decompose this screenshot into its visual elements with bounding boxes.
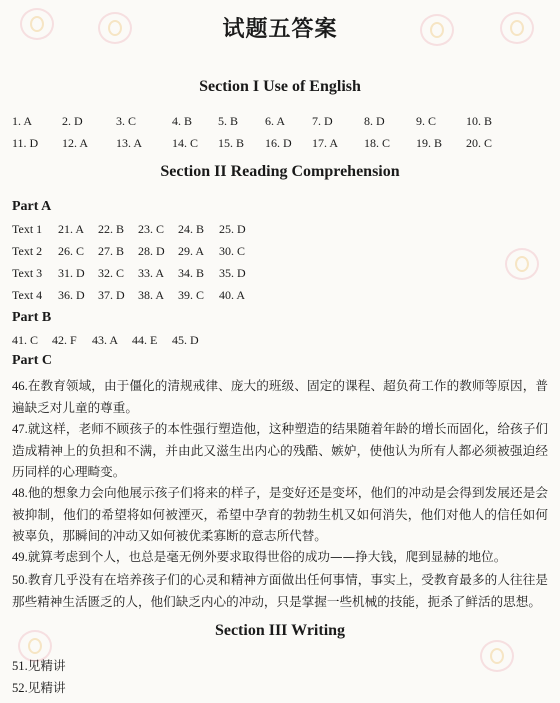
answer-item: 11. D <box>12 136 39 150</box>
answer-item: 15. B <box>218 136 245 150</box>
answer-item: 36. D <box>58 288 85 302</box>
part-b-heading: Part B <box>12 310 52 325</box>
text-label: Text 1 <box>12 222 43 236</box>
answer-item: 44. E <box>132 333 158 347</box>
answer-item: 20. C <box>466 136 493 150</box>
watermark-logo-icon <box>505 248 539 280</box>
item-number: 51. <box>12 659 28 673</box>
answer-item: 25. D <box>219 222 246 236</box>
answer-item: 26. C <box>58 244 85 258</box>
answer-item: 5. B <box>218 114 239 128</box>
answer-item: 9. C <box>416 114 437 128</box>
section-heading-reading: Section II Reading Comprehension <box>160 163 400 180</box>
section-heading-use-of-english: Section I Use of English <box>199 78 361 95</box>
answer-item: 40. A <box>219 288 246 302</box>
answer-item: 2. D <box>62 114 83 128</box>
translation-text: 在教育领域，由于僵化的清规戒律、庞大的班级、固定的课程、超负荷工作的教师等原因，普遍缺乏对儿童的尊重。 <box>12 378 548 415</box>
answer-item: 39. C <box>178 288 205 302</box>
item-number: 47. <box>12 422 28 436</box>
answer-item: 45. D <box>172 333 199 347</box>
answer-item: 18. C <box>364 136 391 150</box>
answer-item: 37. D <box>98 288 125 302</box>
answer-item: 31. D <box>58 266 85 280</box>
answer-item: 41. C <box>12 333 39 347</box>
answer-item: 24. B <box>178 222 205 236</box>
answer-item: 22. B <box>98 222 125 236</box>
text-label: Text 4 <box>12 288 43 302</box>
translation-text: 教育几乎没有在培养孩子们的心灵和精神方面做出任何事情，事实上，受教育最多的人往往是那些精神生活匮乏的人，他们缺乏内心的冲动，只是掌握一些机械的技能，扼杀了鲜活的思想。 <box>12 572 548 609</box>
answer-item: 7. D <box>312 114 333 128</box>
answer-item: 35. D <box>219 266 246 280</box>
writing-answer <box>12 655 548 677</box>
answer-item: 19. B <box>416 136 443 150</box>
writing-text: 见精讲 <box>27 680 66 695</box>
translation-answer <box>12 546 548 568</box>
answer-item: 42. F <box>52 333 77 347</box>
item-number: 50. <box>12 573 28 587</box>
answer-item: 34. B <box>178 266 205 280</box>
part-a-heading: Part A <box>12 199 52 214</box>
answer-item: 4. B <box>172 114 193 128</box>
answer-item: 1. A <box>12 114 33 128</box>
translation-answer <box>12 375 548 418</box>
answer-item: 43. A <box>92 333 119 347</box>
answer-item: 10. B <box>466 114 493 128</box>
answer-item: 32. C <box>98 266 125 280</box>
answer-item: 23. C <box>138 222 165 236</box>
translation-text: 他的想象力会向他展示孩子们将来的样子，是变好还是变坏，他们的冲动是会得到发展还是会被抑制，他们的希望将如何被湮灭，希望中孕育的勃勃生机又如何消失，他们对他人的信任如何被辜负，那瞬间的冲动又如何被优柔寡断的意志所代替。 <box>12 485 548 543</box>
answer-item: 12. A <box>62 136 89 150</box>
answer-item: 33. A <box>138 266 165 280</box>
translation-text: 就算考虑到个人，也总是毫无例外要求取得世俗的成功——挣大钱，爬到显赫的地位。 <box>27 549 507 564</box>
translation-text: 就这样，老师不顾孩子的本性强行塑造他，这种塑造的结果随着年龄的增长而固化，给孩子们造成精神上的负担和不满，并由此又滋生出内心的残酷、嫉妒，使他认为所有人都必须被强迫经历同样的心理畸变。 <box>12 421 548 479</box>
text-label: Text 3 <box>12 266 43 280</box>
answer-item: 14. C <box>172 136 199 150</box>
answer-item: 8. D <box>364 114 385 128</box>
answer-item: 16. D <box>265 136 292 150</box>
answer-item: 6. A <box>265 114 286 128</box>
writing-text: 见精讲 <box>27 658 66 673</box>
answer-item: 28. D <box>138 244 165 258</box>
part-c-heading: Part C <box>12 353 53 368</box>
answer-item: 38. A <box>138 288 165 302</box>
answer-item: 27. B <box>98 244 125 258</box>
answer-item: 21. A <box>58 222 85 236</box>
writing-answer <box>12 677 548 699</box>
translation-answer <box>12 482 548 546</box>
page-title: 试题五答案 <box>222 16 338 42</box>
item-number: 48. <box>12 486 28 500</box>
answer-item: 17. A <box>312 136 339 150</box>
text-label: Text 2 <box>12 244 43 258</box>
answer-item: 29. A <box>178 244 205 258</box>
translation-answer <box>12 569 548 612</box>
section-heading-writing: Section III Writing <box>214 622 346 639</box>
answer-item: 13. A <box>116 136 143 150</box>
answer-item: 3. C <box>116 114 137 128</box>
translation-answer <box>12 418 548 482</box>
item-number: 49. <box>12 550 28 564</box>
item-number: 46. <box>12 379 28 393</box>
answer-item: 30. C <box>219 244 246 258</box>
item-number: 52. <box>12 681 28 695</box>
